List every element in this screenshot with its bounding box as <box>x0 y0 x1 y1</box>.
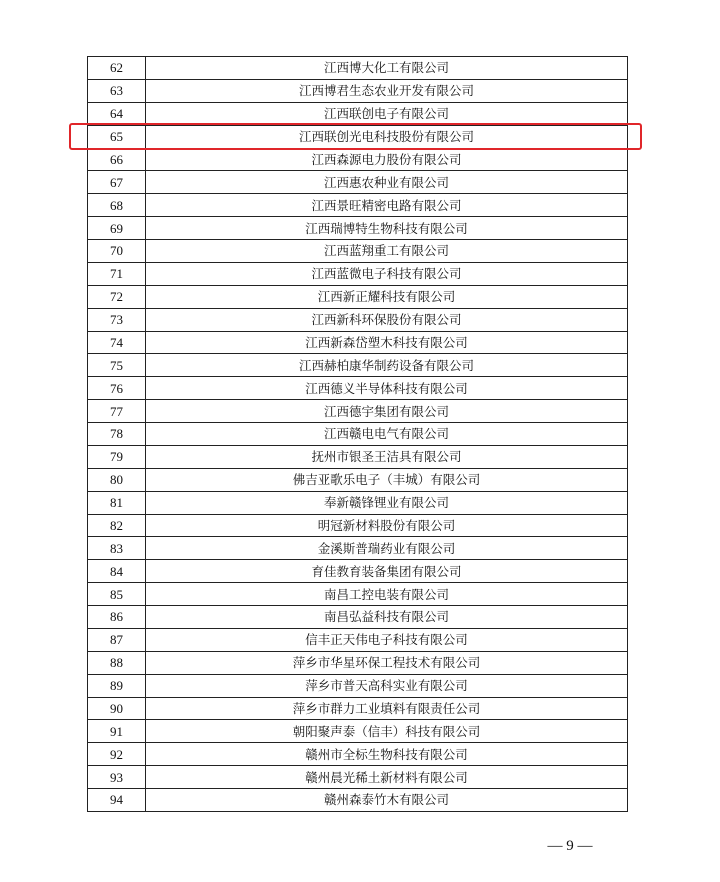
row-number: 72 <box>88 285 146 308</box>
company-name: 佛吉亚歌乐电子（丰城）有限公司 <box>146 468 628 491</box>
table-row <box>88 217 628 240</box>
table-row <box>88 148 628 171</box>
row-number: 66 <box>88 148 146 171</box>
table-row <box>88 491 628 514</box>
table-row <box>88 171 628 194</box>
table-row <box>88 651 628 674</box>
row-number: 65 <box>88 125 146 148</box>
company-name: 萍乡市群力工业填料有限责任公司 <box>146 697 628 720</box>
table-row <box>88 468 628 491</box>
row-number: 94 <box>88 789 146 812</box>
table-row <box>88 285 628 308</box>
row-number: 73 <box>88 308 146 331</box>
row-number: 87 <box>88 628 146 651</box>
row-number: 85 <box>88 583 146 606</box>
table-row <box>88 262 628 285</box>
row-number: 83 <box>88 537 146 560</box>
row-number: 89 <box>88 674 146 697</box>
company-name: 江西德宇集团有限公司 <box>146 400 628 423</box>
table-row <box>88 514 628 537</box>
company-name: 江西新森岱塑木科技有限公司 <box>146 331 628 354</box>
company-name: 江西博君生态农业开发有限公司 <box>146 79 628 102</box>
row-number: 71 <box>88 262 146 285</box>
page-number: — 9 — <box>547 838 593 854</box>
row-number: 93 <box>88 766 146 789</box>
company-name: 江西瑞博特生物科技有限公司 <box>146 217 628 240</box>
company-name: 江西联创光电科技股份有限公司 <box>146 125 628 148</box>
table-row <box>88 354 628 377</box>
table-row <box>88 789 628 812</box>
row-number: 77 <box>88 400 146 423</box>
row-number: 67 <box>88 171 146 194</box>
table-row <box>88 445 628 468</box>
row-number: 75 <box>88 354 146 377</box>
table-row <box>88 720 628 743</box>
table-row <box>88 377 628 400</box>
company-name: 南昌弘益科技有限公司 <box>146 606 628 629</box>
row-number: 92 <box>88 743 146 766</box>
row-number: 62 <box>88 57 146 80</box>
table-row <box>88 125 628 148</box>
company-name: 赣州晨光稀土新材料有限公司 <box>146 766 628 789</box>
row-number: 90 <box>88 697 146 720</box>
table-row <box>88 560 628 583</box>
company-name: 江西新科环保股份有限公司 <box>146 308 628 331</box>
company-name: 江西博大化工有限公司 <box>146 57 628 80</box>
table-row <box>88 743 628 766</box>
row-number: 80 <box>88 468 146 491</box>
table-row <box>88 194 628 217</box>
row-number: 81 <box>88 491 146 514</box>
company-name: 萍乡市华星环保工程技术有限公司 <box>146 651 628 674</box>
company-name: 江西森源电力股份有限公司 <box>146 148 628 171</box>
company-name: 江西联创电子有限公司 <box>146 102 628 125</box>
company-name: 信丰正天伟电子科技有限公司 <box>146 628 628 651</box>
table-row <box>88 423 628 446</box>
company-name: 明冠新材料股份有限公司 <box>146 514 628 537</box>
table-row <box>88 697 628 720</box>
row-number: 68 <box>88 194 146 217</box>
table-row <box>88 628 628 651</box>
company-name: 江西赫柏康华制药设备有限公司 <box>146 354 628 377</box>
row-number: 70 <box>88 240 146 263</box>
table-row <box>88 79 628 102</box>
row-number: 88 <box>88 651 146 674</box>
company-name: 育佳教育装备集团有限公司 <box>146 560 628 583</box>
row-number: 82 <box>88 514 146 537</box>
company-name: 赣州市全标生物科技有限公司 <box>146 743 628 766</box>
row-number: 76 <box>88 377 146 400</box>
company-table-body <box>88 57 628 812</box>
company-name: 萍乡市普天高科实业有限公司 <box>146 674 628 697</box>
company-name: 南昌工控电装有限公司 <box>146 583 628 606</box>
row-number: 74 <box>88 331 146 354</box>
company-name: 金溪斯普瑞药业有限公司 <box>146 537 628 560</box>
table-row <box>88 606 628 629</box>
table-row <box>88 674 628 697</box>
table-row <box>88 537 628 560</box>
table-row <box>88 102 628 125</box>
row-number: 78 <box>88 423 146 446</box>
company-name: 赣州森泰竹木有限公司 <box>146 789 628 812</box>
table-row <box>88 57 628 80</box>
row-number: 69 <box>88 217 146 240</box>
company-name: 江西德义半导体科技有限公司 <box>146 377 628 400</box>
company-name: 江西景旺精密电路有限公司 <box>146 194 628 217</box>
row-number: 63 <box>88 79 146 102</box>
row-number: 84 <box>88 560 146 583</box>
row-number: 91 <box>88 720 146 743</box>
row-number: 79 <box>88 445 146 468</box>
company-name: 抚州市银圣王洁具有限公司 <box>146 445 628 468</box>
table-row <box>88 400 628 423</box>
table-row <box>88 583 628 606</box>
company-name: 江西蓝微电子科技有限公司 <box>146 262 628 285</box>
table-row <box>88 308 628 331</box>
company-name: 江西赣电电气有限公司 <box>146 423 628 446</box>
table-row <box>88 240 628 263</box>
company-name: 江西惠农种业有限公司 <box>146 171 628 194</box>
company-name: 江西新正耀科技有限公司 <box>146 285 628 308</box>
company-name: 朝阳聚声泰（信丰）科技有限公司 <box>146 720 628 743</box>
company-name: 奉新赣锋锂业有限公司 <box>146 491 628 514</box>
company-name: 江西蓝翔重工有限公司 <box>146 240 628 263</box>
row-number: 86 <box>88 606 146 629</box>
table-row <box>88 331 628 354</box>
table-row <box>88 766 628 789</box>
company-table <box>87 56 628 812</box>
row-number: 64 <box>88 102 146 125</box>
